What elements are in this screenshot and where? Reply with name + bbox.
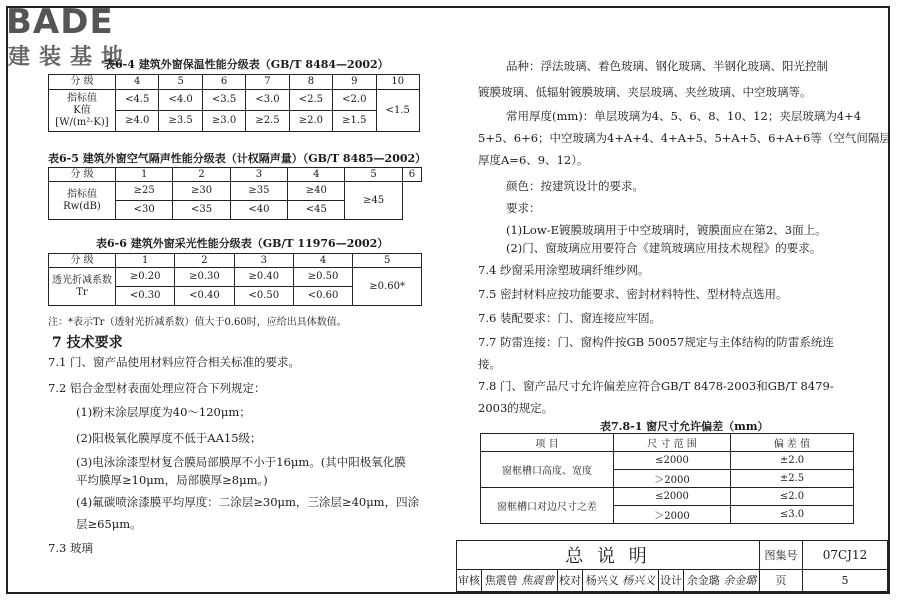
- atlas-number: 07CJ12: [803, 541, 888, 570]
- atlas-label: 图集号: [760, 541, 803, 570]
- table-cell: ≥45: [345, 182, 402, 220]
- table-cell: <0.60: [293, 287, 352, 306]
- table-cell: 3: [230, 168, 287, 182]
- table-cell: ±2.0: [731, 452, 854, 470]
- table-cell: ≥2.0: [289, 111, 332, 132]
- table-header: 尺 寸 范 围: [614, 434, 731, 452]
- clause-7-2-3: (3)电泳涂漆型材复合膜局部膜厚不小于16μm。(其中阳极氧化膜: [76, 455, 406, 469]
- table-cell: 分 级: [49, 254, 116, 268]
- table-cell: ≤3.0: [731, 506, 854, 524]
- text-line: 镀膜玻璃、低辐射镀膜玻璃、夹层玻璃、夹丝玻璃、中空玻璃等。: [478, 85, 812, 99]
- table-cell: <0.30: [116, 287, 175, 306]
- table-cell: 6: [402, 168, 421, 182]
- table-cell: ≥40: [288, 182, 345, 201]
- row-label: [49, 268, 116, 306]
- table-cell: <3.0: [246, 90, 289, 111]
- table-cell: <3.5: [202, 90, 245, 111]
- table-cell: 6: [202, 75, 245, 90]
- reviewer-name: 焦震曾: [484, 574, 518, 588]
- label-line: 指标值: [67, 92, 97, 104]
- table-6-4: [48, 74, 420, 132]
- designer-signature: 余金璐: [723, 574, 757, 588]
- text-line: (2)门、窗玻璃应用要符合《建筑玻璃应用技术规程》的要求。: [506, 241, 822, 255]
- table-cell: 10: [376, 75, 419, 90]
- table-cell: 分 级: [49, 75, 116, 90]
- table-cell: 窗框槽口高度、宽度: [481, 452, 614, 488]
- table-6-6-note: 注：*表示Tr（透射光折减系数）值大于0.60时，应给出具体数值。: [48, 317, 347, 328]
- text-line: 要求：: [506, 201, 541, 215]
- table-cell: 5: [345, 168, 402, 182]
- table-cell: ≥30: [173, 182, 230, 201]
- table-cell: ≥0.40: [234, 268, 293, 287]
- table-cell: 1: [116, 168, 173, 182]
- row-label: [49, 90, 116, 132]
- text-line: 5+5、6+6；中空玻璃为4+A+4、4+A+5、5+A+5、6+A+6等（空气间隔层: [478, 131, 891, 145]
- section-7-heading: 7 技术要求: [52, 335, 123, 351]
- table-6-6-caption: 表6-6 建筑外窗采光性能分级表（GB/T 11976—2002）: [96, 237, 389, 250]
- table-cell: <2.0: [333, 90, 376, 111]
- table-cell: ＞2000: [614, 470, 731, 488]
- checker-name: 杨兴义: [585, 574, 619, 588]
- watermark-logo: BADE: [6, 2, 114, 42]
- table-cell: <4.0: [159, 90, 202, 111]
- table-6-4-caption: 表6-4 建筑外窗保温性能分级表（GB/T 8484—2002）: [104, 58, 389, 71]
- clause-7-2-4-cont: 层≥65μm。: [76, 517, 142, 531]
- table-cell: 7: [246, 75, 289, 90]
- table-cell: ≤2000: [614, 488, 731, 506]
- designer: [684, 569, 760, 591]
- table-6-5-caption: 表6-5 建筑外窗空气隔声性能分级表（计权隔声量）（GB/T 8485—2002）: [48, 152, 427, 165]
- text-line: 常用厚度(mm)：单层玻璃为4、5、6、8、10、12；夹层玻璃为4+4: [506, 109, 862, 123]
- clause-7-3: 7.3 玻璃: [48, 541, 93, 555]
- clause-7-2-2: (2)阳极氧化膜厚度不低于AA15级；: [76, 431, 262, 445]
- clause-7-7-cont: 接。: [478, 357, 501, 371]
- table-cell: <45: [288, 201, 345, 220]
- watermark-logo-cn: 建装基地: [8, 45, 133, 70]
- label-line: [W/(m²·K)]: [55, 116, 109, 128]
- table-cell: <0.50: [234, 287, 293, 306]
- table-7-8-1: [480, 433, 854, 524]
- table-cell: 9: [333, 75, 376, 90]
- table-cell: <35: [173, 201, 230, 220]
- table-cell: <0.40: [175, 287, 234, 306]
- table-cell: <40: [230, 201, 287, 220]
- table-cell: ≤2000: [614, 452, 731, 470]
- text-line: 品种：浮法玻璃、着色玻璃、钢化玻璃、半钢化玻璃、阳光控制: [506, 59, 828, 73]
- table-cell: ≥0.20: [116, 268, 175, 287]
- row-label: [49, 182, 116, 220]
- table-cell: ≥0.50: [293, 268, 352, 287]
- table-cell: ≥3.5: [159, 111, 202, 132]
- clause-7-1: 7.1 门、窗产品使用材料应符合相关标准的要求。: [48, 355, 300, 369]
- table-cell: ＞2000: [614, 506, 731, 524]
- table-cell: 2: [173, 168, 230, 182]
- table-cell: 2: [175, 254, 234, 268]
- table-cell: <1.5: [376, 90, 419, 132]
- design-label: 设计: [659, 569, 684, 591]
- table-header: 偏 差 值: [731, 434, 854, 452]
- checker: [583, 569, 659, 591]
- label-line: 指标值: [67, 188, 97, 200]
- checker-signature: 杨兴义: [622, 574, 656, 588]
- clause-7-2-4: (4)氟碳喷涂漆膜平均厚度：二涂层≥30μm，三涂层≥40μm，四涂: [76, 495, 420, 509]
- table-cell: <2.5: [289, 90, 332, 111]
- clause-7-6: 7.6 装配要求：门、窗连接应牢固。: [478, 311, 661, 325]
- table-cell: 4: [293, 254, 352, 268]
- clause-7-5: 7.5 密封材料应按功能要求、密封材料特性、型材特点选用。: [478, 287, 788, 301]
- clause-7-2-3-cont: 平均膜厚≥10μm，局部膜厚≥8μm。): [76, 473, 268, 487]
- table-cell: <4.5: [116, 90, 159, 111]
- table-cell: 4: [116, 75, 159, 90]
- table-cell: ≤2.0: [731, 488, 854, 506]
- table-header: 项 目: [481, 434, 614, 452]
- table-cell: 4: [288, 168, 345, 182]
- table-cell: ≥0.30: [175, 268, 234, 287]
- table-cell: 8: [289, 75, 332, 90]
- table-cell: ≥35: [230, 182, 287, 201]
- table-cell: ≥1.5: [333, 111, 376, 132]
- clause-7-4: 7.4 纱窗采用涂塑玻璃纤维纱网。: [478, 263, 650, 277]
- table-cell: 5: [159, 75, 202, 90]
- label-line: Tr: [76, 286, 88, 298]
- table-cell: ±2.5: [731, 470, 854, 488]
- table-cell: ≥25: [116, 182, 173, 201]
- table-cell: ≥0.60*: [353, 268, 422, 306]
- table-cell: 分 级: [49, 168, 116, 182]
- table-cell: ≥2.5: [246, 111, 289, 132]
- text-line: (1)Low-E镀膜玻璃用于中空玻璃时，镀膜面应在第2、3面上。: [506, 223, 827, 237]
- clause-7-2: 7.2 铝合金型材表面处理应符合下列规定：: [48, 381, 266, 395]
- table-6-6: [48, 253, 422, 306]
- table-cell: 5: [353, 254, 422, 268]
- table-cell: 1: [116, 254, 175, 268]
- table-cell: ≥4.0: [116, 111, 159, 132]
- clause-7-7: 7.7 防雷连接：门、窗构件按GB 50057规定与主体结构的防雷系统连: [478, 335, 834, 349]
- label-line: K值: [73, 104, 91, 116]
- review-label: 审核: [457, 569, 482, 591]
- label-line: 透光折减系数: [52, 274, 112, 286]
- drawing-title: 总 说 明: [457, 541, 760, 570]
- text-line: 颜色：按建筑设计的要求。: [506, 179, 644, 193]
- page-number: 5: [803, 569, 888, 591]
- title-block: [456, 540, 888, 592]
- table-cell: 窗框槽口对边尺寸之差: [481, 488, 614, 524]
- reviewer: [482, 569, 558, 591]
- clause-7-8: 7.8 门、窗产品尺寸允许偏差应符合GB/T 8478-2003和GB/T 8479-: [478, 379, 834, 393]
- clause-7-2-1: (1)粉末涂层厚度为40～120μm；: [76, 405, 251, 419]
- label-line: Rw(dB): [63, 200, 101, 212]
- check-label: 校对: [558, 569, 583, 591]
- table-cell: <30: [116, 201, 173, 220]
- page-label: 页: [760, 569, 803, 591]
- table-7-8-1-caption: 表7.8-1 窗尺寸允许偏差（mm）: [600, 420, 769, 433]
- clause-7-8-cont: 2003的规定。: [478, 401, 554, 415]
- table-cell: ≥3.0: [202, 111, 245, 132]
- reviewer-signature: 焦震曾: [521, 574, 555, 588]
- table-6-5: [48, 167, 422, 220]
- text-line: 厚度A=6、9、12）。: [478, 153, 589, 167]
- designer-name: 余金璐: [686, 574, 720, 588]
- table-cell: 3: [234, 254, 293, 268]
